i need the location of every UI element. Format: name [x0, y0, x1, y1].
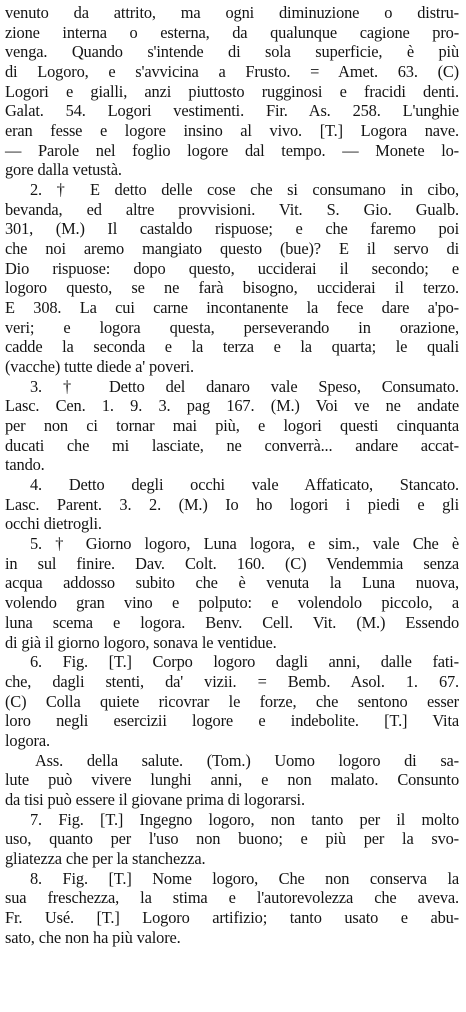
text-line: Lasc. Parent. 3. 2. (M.) Io ho logori i piedi e gli	[5, 494, 459, 514]
text-line: Logori e gialli, anzi piuttosto rugginosi e fracidi denti.	[5, 81, 459, 101]
text-line: 4. Detto degli occhi vale Affaticato, Stancato.	[30, 475, 459, 495]
text-line: zione interna o esterna, da qualunque cagione pro-	[5, 22, 459, 42]
text-line: bevanda, ed altre provvisioni. Vit. S. Gio. Gualb.	[5, 199, 459, 219]
text-line: che noi aremo mangiato questo (bue)? E il servo di	[5, 239, 459, 259]
text-line: lute può vivere lunghi anni, e non malato. Consunto	[5, 770, 459, 790]
text-line: logoro questo, se ne farà bisogno, ucciderai il terzo.	[5, 278, 459, 298]
text-line: Ass. della salute. (Tom.) Uomo logoro di sa-	[35, 750, 459, 770]
text-line: logora.	[5, 730, 50, 750]
text-line: 5. † Giorno logoro, Luna logora, e sim., vale Che è	[30, 534, 459, 554]
text-line: sua freschezza, la stima e l'autorevolezza che aveva.	[5, 888, 459, 908]
text-line: 301, (M.) Il castaldo rispuose; e che faremo poi	[5, 219, 459, 239]
text-line: cadde la seconda e la terza e la quarta; le quali	[5, 337, 459, 357]
text-line: loro negli esercizii logore e indebolite. [T.] Vita	[5, 711, 459, 731]
text-line: tando.	[5, 455, 45, 475]
text-line: — Parole nel foglio logore dal tempo. — Monete lo-	[5, 140, 459, 160]
text-line: E 308. La cui carne incontanente la fece dare a'po-	[5, 298, 459, 318]
text-line: per non ci tornar mai più, e logori questi cinquanta	[5, 416, 459, 436]
text-line: gore dalla vetustà.	[5, 160, 122, 180]
text-line: occhi dietrogli.	[5, 514, 102, 534]
text-line: 2. † E detto delle cose che si consumano in cibo,	[30, 180, 459, 200]
text-line: venuto da attrito, ma ogni diminuzione o distru-	[5, 3, 459, 22]
text-line: uso, quanto per l'uso non buono; e più per la svo-	[5, 829, 459, 849]
text-line: luna scema e logora. Benv. Cell. Vit. (M.) Essendo	[5, 612, 459, 632]
text-line: in sul finire. Dav. Colt. 160. (C) Vendemmia senza	[5, 553, 459, 573]
text-line: 6. Fig. [T.] Corpo logoro dagli anni, dalle fati-	[30, 652, 459, 672]
text-line: veri; e logora questa, perseverando in orazione,	[5, 317, 459, 337]
text-line: ducati che mi lasciate, ne converrà... andare accat-	[5, 435, 459, 455]
text-line: di Logoro, e s'avvicina a Frusto. = Amet. 63. (C)	[5, 62, 459, 82]
text-line: Fr. Usé. [T.] Logoro artifizio; tanto usato e abu-	[5, 907, 459, 927]
text-line: volendo gran vino e polputo: e volendolo piccolo, a	[5, 593, 459, 613]
text-line: che, dagli stenti, da' vizii. = Bemb. Asol. 1. 67.	[5, 671, 459, 691]
text-line: Lasc. Cen. 1. 9. 3. pag 167. (M.) Voi ve ne andate	[5, 396, 459, 416]
text-line: sato, che non ha più valore.	[5, 927, 181, 947]
text-line: 8. Fig. [T.] Nome logoro, Che non conserva la	[30, 868, 459, 888]
text-line: venga. Quando s'intende di sola superficie, è più	[5, 42, 459, 62]
text-line: di già il giorno logoro, sonava le ventidue.	[5, 632, 277, 652]
text-line: da tisi può essere il giovane prima di logorarsi.	[5, 789, 305, 809]
text-line: Dio rispuose: dopo questo, ucciderai il secondo; e	[5, 258, 459, 278]
text-line: (vacche) tutte diede a' poveri.	[5, 357, 194, 377]
text-line: 7. Fig. [T.] Ingegno logoro, non tanto per il molto	[30, 809, 459, 829]
text-line: 3. † Detto del danaro vale Speso, Consumato.	[30, 376, 459, 396]
dictionary-entry-text	[5, 3, 459, 947]
text-line: gliatezza che per la stanchezza.	[5, 848, 206, 868]
text-line: Galat. 54. Logori vestimenti. Fir. As. 258. L'unghie	[5, 101, 459, 121]
text-line: eran fesse e logore insino al vivo. [T.] Logora nave.	[5, 121, 459, 141]
text-line: (C) Colla quiete ricovrar le forze, che sentono esser	[5, 691, 459, 711]
text-line: acqua addosso subito che è venuta la Luna nuova,	[5, 573, 459, 593]
